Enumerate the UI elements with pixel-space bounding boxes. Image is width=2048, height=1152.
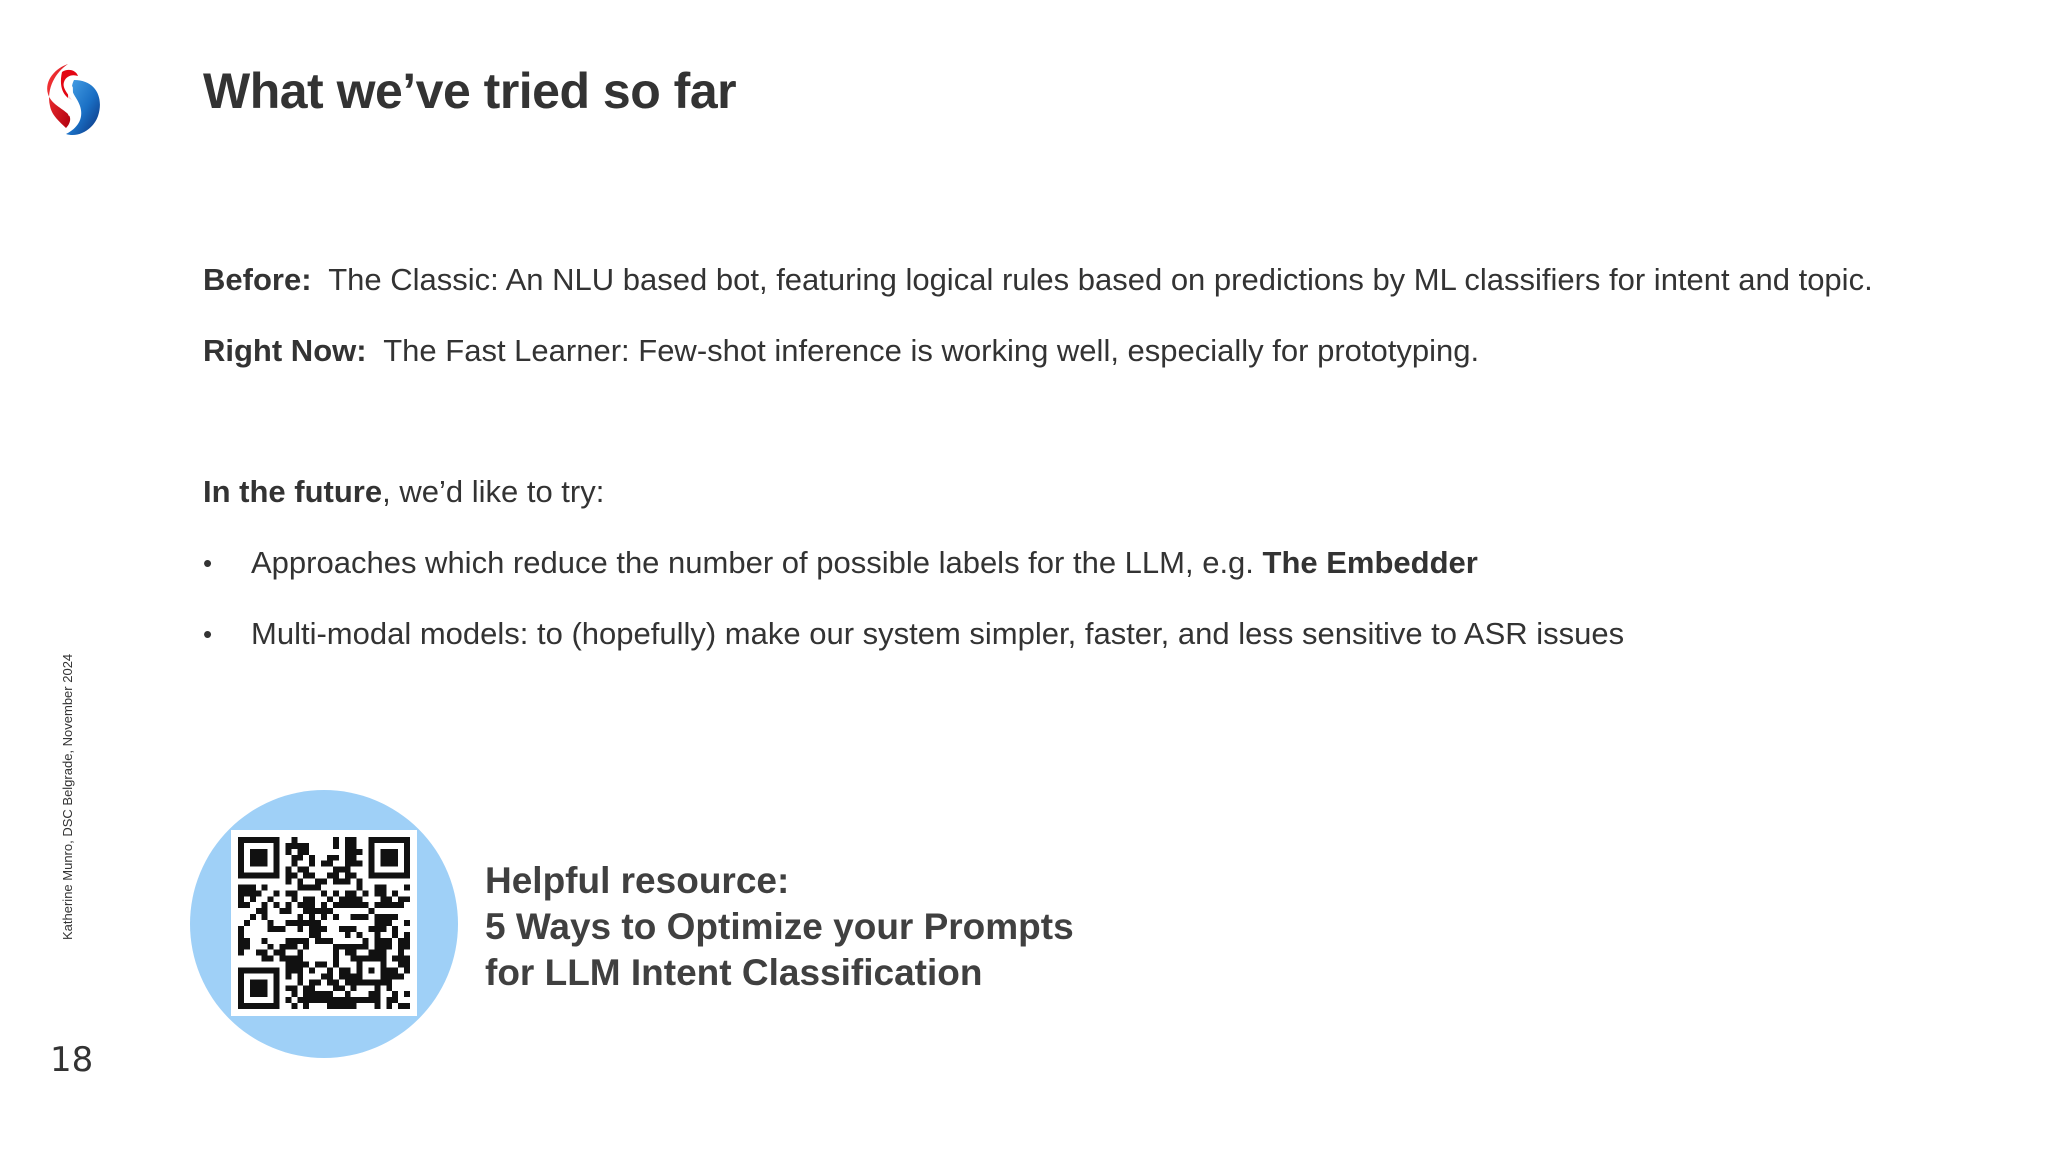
bullet-icon: • [203,548,213,578]
future-label: In the future [203,474,383,509]
side-credit: Katherine Munro, DSC Belgrade, November 2024 [60,653,75,940]
resource-heading: Helpful resource: [485,860,790,901]
future-paragraph [203,472,604,512]
before-label: Before: [203,262,312,297]
qr-code-icon [238,837,410,1009]
bullet-text [251,543,1478,583]
bullet-icon: • [203,619,213,649]
bullet-text-plain: Approaches which reduce the number of possible labels for the LLM, e.g. [251,545,1263,580]
before-text: The Classic: An NLU based bot, featuring logical rules based on predictions by ML classifiers for intent and topic. [328,262,1873,297]
right-now-paragraph [203,331,1479,371]
bullet-text [251,614,1624,654]
before-paragraph [203,260,1873,300]
future-text: , we’d like to try: [382,474,605,509]
resource-callout[interactable] [485,858,1074,996]
resource-link-line2[interactable]: for LLM Intent Classification [485,952,983,993]
page-title: What we’ve tried so far [203,63,737,119]
brand-logo-icon [38,58,108,142]
qr-code[interactable] [231,830,417,1016]
right-now-text: The Fast Learner: Few-shot inference is working well, especially for prototyping. [383,333,1480,368]
bullet-text-plain: Multi-modal models: to (hopefully) make our system simpler, faster, and less sensitive to ASR issues [251,616,1625,651]
right-now-label: Right Now: [203,333,367,368]
resource-link-line1[interactable]: 5 Ways to Optimize your Prompts [485,906,1074,947]
page-number: 18 [50,1040,94,1080]
bullet-text-bold: The Embedder [1262,545,1478,580]
